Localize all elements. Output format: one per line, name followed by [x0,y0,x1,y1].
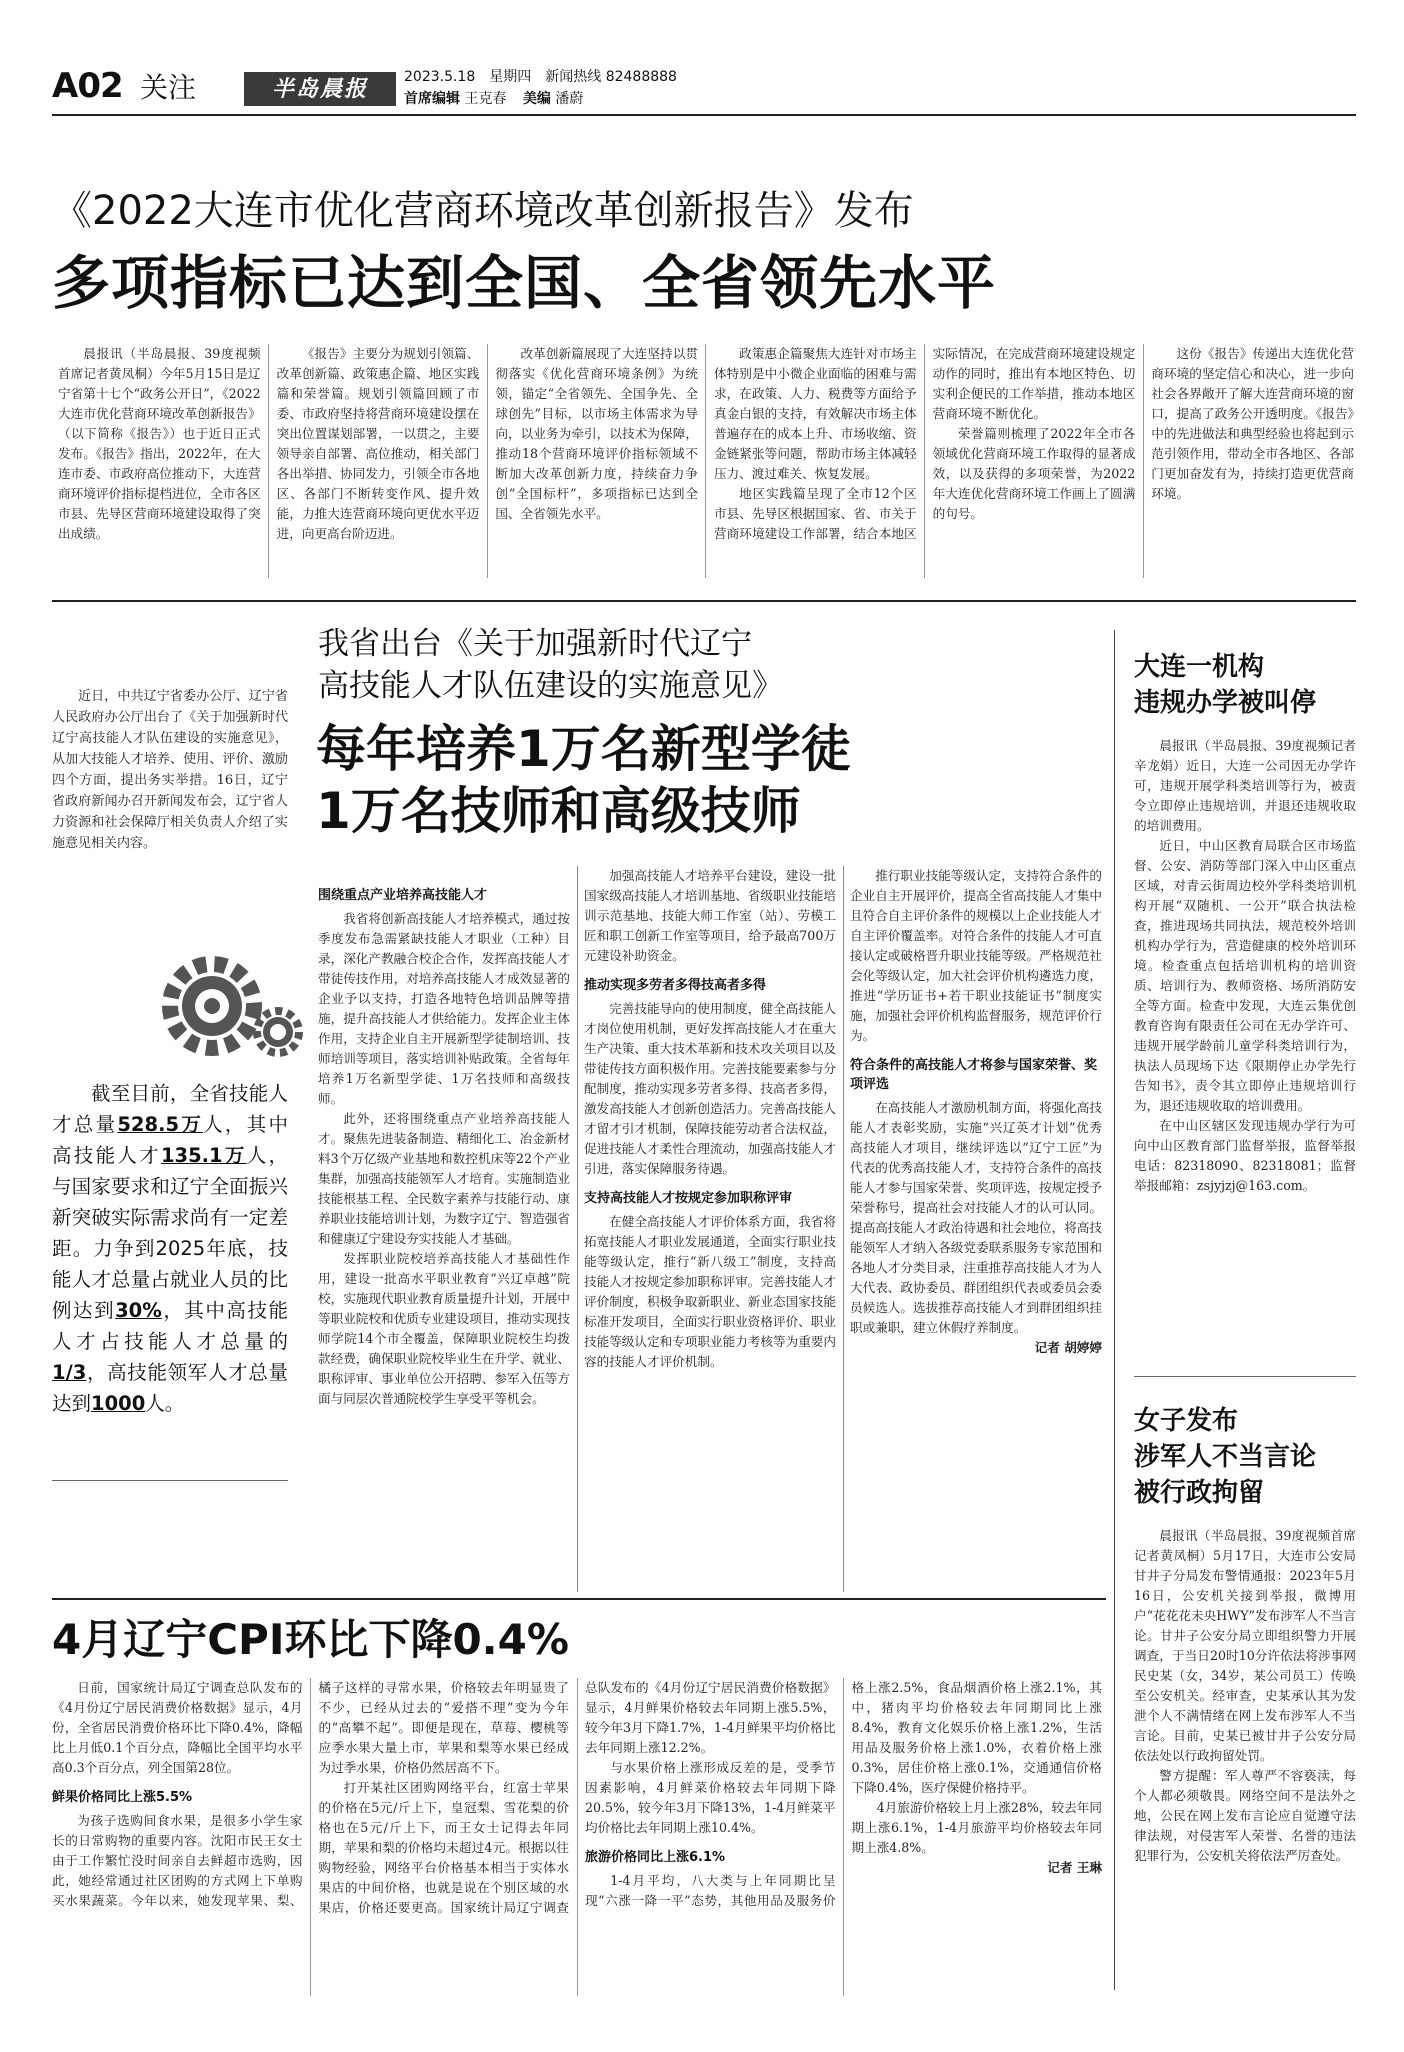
column-divider [843,866,844,1592]
story1-body [58,344,1354,578]
story2-headline-1: 每年培养1万名新型学徒 [316,720,851,778]
stat-text: 人，与国家要求和辽宁全面振兴新突破实际需求尚有一定差距。力争到2025年底，技能人才总量占就业人员的比例达到 [52,1144,288,1322]
story2-subhead: 支持高技能人才按规定参加职称评审 [584,1191,793,1206]
side2-headline-2: 涉军人不当言论 [1134,1442,1317,1472]
side1-headline-1: 大连一机构 [1134,652,1265,682]
story3-body [52,1678,1102,1996]
story2-paragraph: 发挥职业院校培养高技能人才基础性作用，建设一批高水平职业教育“兴辽卓越”院校，实施现代职业教育质量提升计划，开展中等职业院校和优质专业建设项目，推动实现技师学院14个市全覆盖，保障职业院校生均拨款经费，确保职业院校毕业生在升学、就业、职称评审、事业单位公开招聘、参军入伍等方面与同层次普通院校学生享受平等机会。 [318,1251,570,1406]
side1-headline-2: 违规办学被叫停 [1134,688,1317,718]
story2-col-2 [584,866,836,1592]
side2-headline-1: 女子发布 [1134,1406,1239,1436]
story3-paragraph: 为孩子选购间食水果，是很多小学生家长的日常购物的重要内容。沈阳市民王女士由于工作繁忙没时间亲自去鲜超市选购，因此，她经常通过社区团购的方式网上下单购买水果蔬菜。今年以来，她发现苹果、梨、橘子这样的寻常水果，价格较去年明显贵了不少，已经从过去的“爱搭不理”变为今年的“高攀不起”。即便是现在，草莓、樱桃等应季水果大量上市，苹果和梨等水果已经成为过季水果，价格仍然居高不下。 [52,1680,569,1908]
story2-subhead: 推动实现多劳者多得技高者多得 [584,978,767,993]
story3-top-rule [52,1598,1106,1600]
story1-paragraph: 晨报讯（半岛晨报、39度视频首席记者黄凤桐）今年5月15日是辽宁省第十七个“政务公开日”，《2022大连市优化营商环境改革创新报告》（以下简称《报告》）也于近日正式发布。《报告》指出，2022年，在大连市委、市政府高位推动下，大连营商环境评价指标提档进位，全市各区市县、先导区营商环境建设取得了突出成绩。 [58,346,261,541]
story3-byline: 记者 王琳 [1047,1860,1102,1875]
stat-text: 人。 [145,1392,185,1415]
story1-headline: 多项指标已达到全国、全省领先水平 [52,249,997,317]
side2-paragraph: 晨报讯（半岛晨报、39度视频首席记者黄凤桐）5月17日，大连市公安局甘井子分局发布警情通报：2023年5月16日，公安机关接到举报，微博用户“花花花未央HWY”发布涉军人不当言论。甘井子公安分局立即组织警力开展调查，于当日20时10分许依法将涉事网民史某（女，34岁，某公司员工）传唤至公安机关。经审查，史某承认其为发泄个人不满情绪在网上发布涉军人不当言论。目前，史某已被甘井子公安分局依法处以行政拘留处罚。 [1134,1528,1356,1763]
story3-paragraph: 日前，国家统计局辽宁调查总队发布的《4月份辽宁居民消费价格数据》显示，4月份，全省居民消费价格环比下降0.4%，降幅比上月低0.1个百分点，降幅比全国平均水平高0.3个百分点，列全国第28位。 [52,1680,303,1775]
story2-col-3 [850,866,1102,1592]
story2-stat-box [52,1078,288,1458]
side1-paragraph: 近日，中山区教育局联合区市场监督、公安、消防等部门深入中山区重点区域，对青云街周边校外学科类培训机构开展“双随机、一公开”联合执法检查，推进现场共同执法，规范校外培训机构办学行为，营造健康的校外培训环境。检查重点包括培训机构的培训资质、培训行为、教师资格、场所消防安全等方面。检查中发现，大连云集优创教育咨询有限责任公司在无办学许可、违规开展学龄前儿童学科类培训行为，执法人员现场下达《限期停止办学先行告知书》，责令其立即停止违规培训行为，退还违规收取的培训费用。 [1134,838,1356,1113]
paper-logo-text: 半岛晨报 [271,76,368,102]
story2-paragraph: 推行职业技能等级认定，支持符合条件的企业自主开展评价，提高全省高技能人才集中且符合自主评价条件的规模以上企业技能人才自主评价覆盖率。对符合条件的技能人才可直接认定或破格晋升职业技能等级。严格规范社会化等级认定，加大社会评价机构遴选力度，推进“学历证书+若干职业技能证书”制度实施，加强社会评价机构监督服务，规范评价行为。 [850,868,1102,1043]
column-divider [577,866,578,1592]
story1-paragraph: 这份《报告》传递出大连优化营商环境的坚定信心和决心，进一步向社会各界敞开了解大连营商环境的窗口，提高了政务公开透明度。《报告》中的先进做法和典型经验也将起到示范引领作用，带动全市各地区、各部门更加奋发有为，持续打造更优营商环境。 [1151,346,1354,501]
side1-paragraph: 晨报讯（半岛晨报、39度视频记者辛龙娟）近日，大连一公司因无办学许可，违规开展学科类培训等行为，被责令立即停止违规培训，并退还违规收取的培训费用。 [1134,738,1356,833]
gear-icon [248,1002,308,1062]
story2-paragraph: 此外，还将围绕重点产业培养高技能人才。聚焦先进装备制造、精细化工、冶金新材料3个万亿级产业基地和数控机床等22个产业集群，加强高技能领军人才培育。实施制造业技能根基工程、全民数字素养与技能行动、康养职业技能培训计划，为数字辽宁、智造强省和健康辽宁建设夯实技能人才基础。 [318,1111,570,1246]
masthead-rule [52,114,1356,116]
stat-text: ，其中高技能人才占技能人才总量的 [52,1299,288,1353]
stat-text: 截至目前，全省技能人才总量 [52,1082,288,1136]
story3-paragraph: 1-4月平均，八大类与上年同期比呈现“六涨一降一平”态势，其他用品及服务价格上涨2.5%，食品烟酒价格上涨2.1%，其中，猪肉平均价格较去年同期同比上涨8.4%，教育文化娱乐价格上涨1.2%，生活用品及服务价格上涨1.0%，衣着价格上涨0.3%，居住价格上涨0.1%，交通通信价格下降0.4%，医疗保健价格持平。 [585,1680,1102,1908]
stat-value: 528.5万 [117,1113,204,1136]
sidebar-divider [1114,630,1115,1990]
story2-headline-2: 1万名技师和高级技师 [316,782,801,840]
story2-paragraph: 完善技能导向的使用制度，健全高技能人才岗位使用机制，更好发挥高技能人才在重大生产决策、重大技术革新和技术攻关项目以及带徒传技方面积极作用。完善技能要素参与分配制度，推动实现多劳者多得、技高者多得，激发高技能人才创新创造活力。完善高技能人才留才引才机制，保障技能劳动者合法权益，促进技能人才柔性合理流动，加强高技能人才引进，落实保障服务待遇。 [584,1001,836,1176]
story3-headline: 4月辽宁CPI环比下降0.4% [52,1615,569,1664]
story1-paragraph: 荣誉篇则梳理了2022年全市各领域优化营商环境工作取得的显著成效，以及获得的多项荣誉，为2022年大连优化营商环境工作画上了圆满的句号。 [932,426,1136,521]
story1-paragraph: 政策惠企篇聚焦大连针对市场主体特别是中小微企业面临的困难与需求，在政策、人力、税费等方面给予真金白银的支持，有效解决市场主体普遍存在的成本上升、市场收缩、资金链紧张等问题，帮助市场主体减轻压力、渡过难关、恢复发展。 [713,346,917,481]
story2-kicker-1: 我省出台《关于加强新时代辽宁 [318,626,752,662]
story1-bottom-rule [52,600,1356,602]
story3-paragraph: 4月旅游价格较上月上涨28%，较去年同期上涨6.1%，1-4月旅游平均价格较去年同期上涨4.8%。 [851,1800,1102,1855]
page-number: A02 [52,66,123,106]
side2-body [1134,1526,1356,1996]
side2-paragraph: 警方提醒：军人尊严不容亵渎，每个人都必须敬畏。网络空间不是法外之地，公民在网上发布言论应自觉遵守法律法规，对侵害军人荣誉、名誉的违法犯罪行为，公安机关将依法严厉查处。 [1134,1768,1356,1863]
editor-label-2: 美编 [522,91,551,107]
story2-paragraph: 在高技能人才激励机制方面，将强化高技能人才表彰奖励，实施“兴辽英才计划”优秀高技能人才项目，继续评选以“辽宁工匠”为代表的优秀高技能人才，支持符合条件的高技能人才参与国家荣誉、奖项评选，按规定授予荣誉称号，提高社会对技能人才的认可认同。提高高技能人才政治待遇和社会地位，将高技能领军人才纳入各级党委联系服务专家范围和各地人才分类目录，注重推荐高技能人才为人大代表、政协委员、群团组织代表或委员会委员候选人。选拔推荐高技能人才到群团组织挂职或兼职，建立休假疗养制度。 [850,1100,1102,1335]
paper-logo [244,72,396,106]
story2-subhead: 围绕重点产业培养高技能人才 [318,888,488,903]
story2-kicker-2: 高技能人才队伍建设的实施意见》 [318,668,783,704]
story2-lead-text: 近日，中共辽宁省委办公厅、辽宁省人民政府办公厅出台了《关于加强新时代辽宁高技能人才队伍建设的实施意见》，从加大技能人才培养、使用、评价、激励四个方面，提出务实举措。16日，辽宁省政府新闻办召开新闻发布会，辽宁省人力资源和社会保障厅相关负责人介绍了实施意见相关内容。 [52,689,288,851]
stat-value: 30% [115,1299,162,1322]
editor-2: 潘蔚 [555,91,584,107]
section-name: 关注 [140,71,197,104]
side-separator [1134,1376,1356,1377]
story1-paragraph: 《报告》主要分为规划引领篇、改革创新篇、政策惠企篇、地区实践篇和荣誉篇。规划引领篇回顾了市委、市政府坚持将营商环境建设摆在突出位置谋划部署，一以贯之，主要领导亲自部署、高位推动，相关部门各出举措、协同发力，引领全市各地区、各部门不断转变作风、提升效能，力推大连营商环境向更优水平迈进，向更高台阶迈进。 [276,346,480,541]
date-line: 2023.5.18 星期四 新闻热线 82488888 [404,69,677,85]
stat-value: 1/3 [52,1361,87,1384]
side2-headline-3: 被行政拘留 [1134,1478,1265,1508]
story2-subhead: 符合条件的高技能人才将参与国家荣誉、奖项评选 [850,1058,1098,1092]
side1-body [1134,736,1356,1362]
story3-subhead: 鲜果价格同比上涨5.5% [52,1790,193,1805]
editor-label-1: 首席编辑 [404,91,460,107]
stat-box-rule [52,1480,288,1481]
side1-paragraph: 在中山区辖区发现违规办学行为可向中山区教育部门监督举报，监督举报电话：82318090、82318081；监督举报邮箱：zsjyjzj@163.com。 [1134,1118,1356,1193]
story1-paragraph: 改革创新篇展现了大连坚持以贯彻落实《优化营商环境条例》为统领，锚定“全省领先、全国争先、全球创先”目标，以市场主体需求为导向，以业务为牵引，以技术为保障，推动18个营商环境评价指标领域不断加大改革创新力度，持续奋力争创“全国标杆”，多项指标已达到全国、全省领先水平。 [495,346,698,521]
story3-subhead: 旅游价格同比上涨6.1% [585,1850,726,1865]
editor-line [404,90,583,108]
story3-paragraph: 与水果价格上涨形成反差的是，受季节因素影响，4月鲜菜价格较去年同期下降20.5%，较今年3月下降13%，1-4月鲜菜平均价格比去年同期上涨10.4%。 [585,1760,836,1835]
stat-text: ，高技能领军人才总量达到 [52,1361,288,1415]
story2-paragraph: 我省将创新高技能人才培养模式，通过按季度发布急需紧缺技能人才职业（工种）目录，深化产教融合校企合作，发挥高技能人才带徒传技作用，对培养高技能人才成效显著的企业予以支持，打造各地特色培训品牌等措施，提升高技能人才供给能力。发挥企业主体作用，支持企业自主开展新型学徒制培训、技师培训等项目，落实培训补贴政策。全省每年培养1万名新型学徒、1万名技师和高级技师。 [318,911,570,1106]
stat-value: 1000 [91,1392,146,1415]
story2-lead [52,686,288,926]
story1-kicker: 《2022大连市优化营商环境改革创新报告》发布 [52,188,914,234]
editor-1: 王克春 [464,91,507,107]
story2-byline: 记者 胡婷婷 [1034,1340,1102,1355]
story1-paragraph: 地区实践篇呈现了全市12个区市县、先导区根据国家、省、市关于营商环境建设工作部署，结合本地区实际情况，在完成营商环境建设规定动作的同时，推出有本地区特色、切实利企便民的工作举措，推动本地区营商环境不断优化。 [713,346,1136,541]
stat-text: 人，其中高技能人才 [52,1113,288,1167]
story2-col-1 [318,876,570,1592]
story2-paragraph: 加强高技能人才培养平台建设，建设一批国家级高技能人才培训基地、省级职业技能培训示范基地、技能大师工作室（站）、劳模工匠和职工创新工作室等项目，给予最高700万元建设补助资金。 [584,868,836,963]
stat-value: 135.1万 [160,1144,247,1167]
story3-paragraph: 打开某社区团购网络平台，红富士苹果的价格在5元/斤上下，皇冠梨、雪花梨的价格也在5元/斤上下，而王女士记得去年同期，苹果和梨的价格均未超过4元。根据以往购物经验，网络平台价格基本相当于实体水果店的中间价格，也就是说在个别区域的水果店，价格还要更高。国家统计局辽宁调查总队发布的《4月份辽宁居民消费价格数据》显示，4月鲜果价格较去年同期上涨5.5%，较今年3月下降1.7%，1-4月鲜果平均价格比去年同期上涨12.2%。 [318,1680,836,1915]
story2-paragraph: 在健全高技能人才评价体系方面，我省将拓宽技能人才职业发展通道，全面实行职业技能等级认定，推行“新八级工”制度，支持高技能人才按规定参加职称评审。完善技能人才评价制度，积极争取新职业、新业态国家技能标准开发项目，全面实行职业资格评价、职业技能等级认定和专项职业能力考核等为重要内容的技能人才评价机制。 [584,1214,836,1369]
